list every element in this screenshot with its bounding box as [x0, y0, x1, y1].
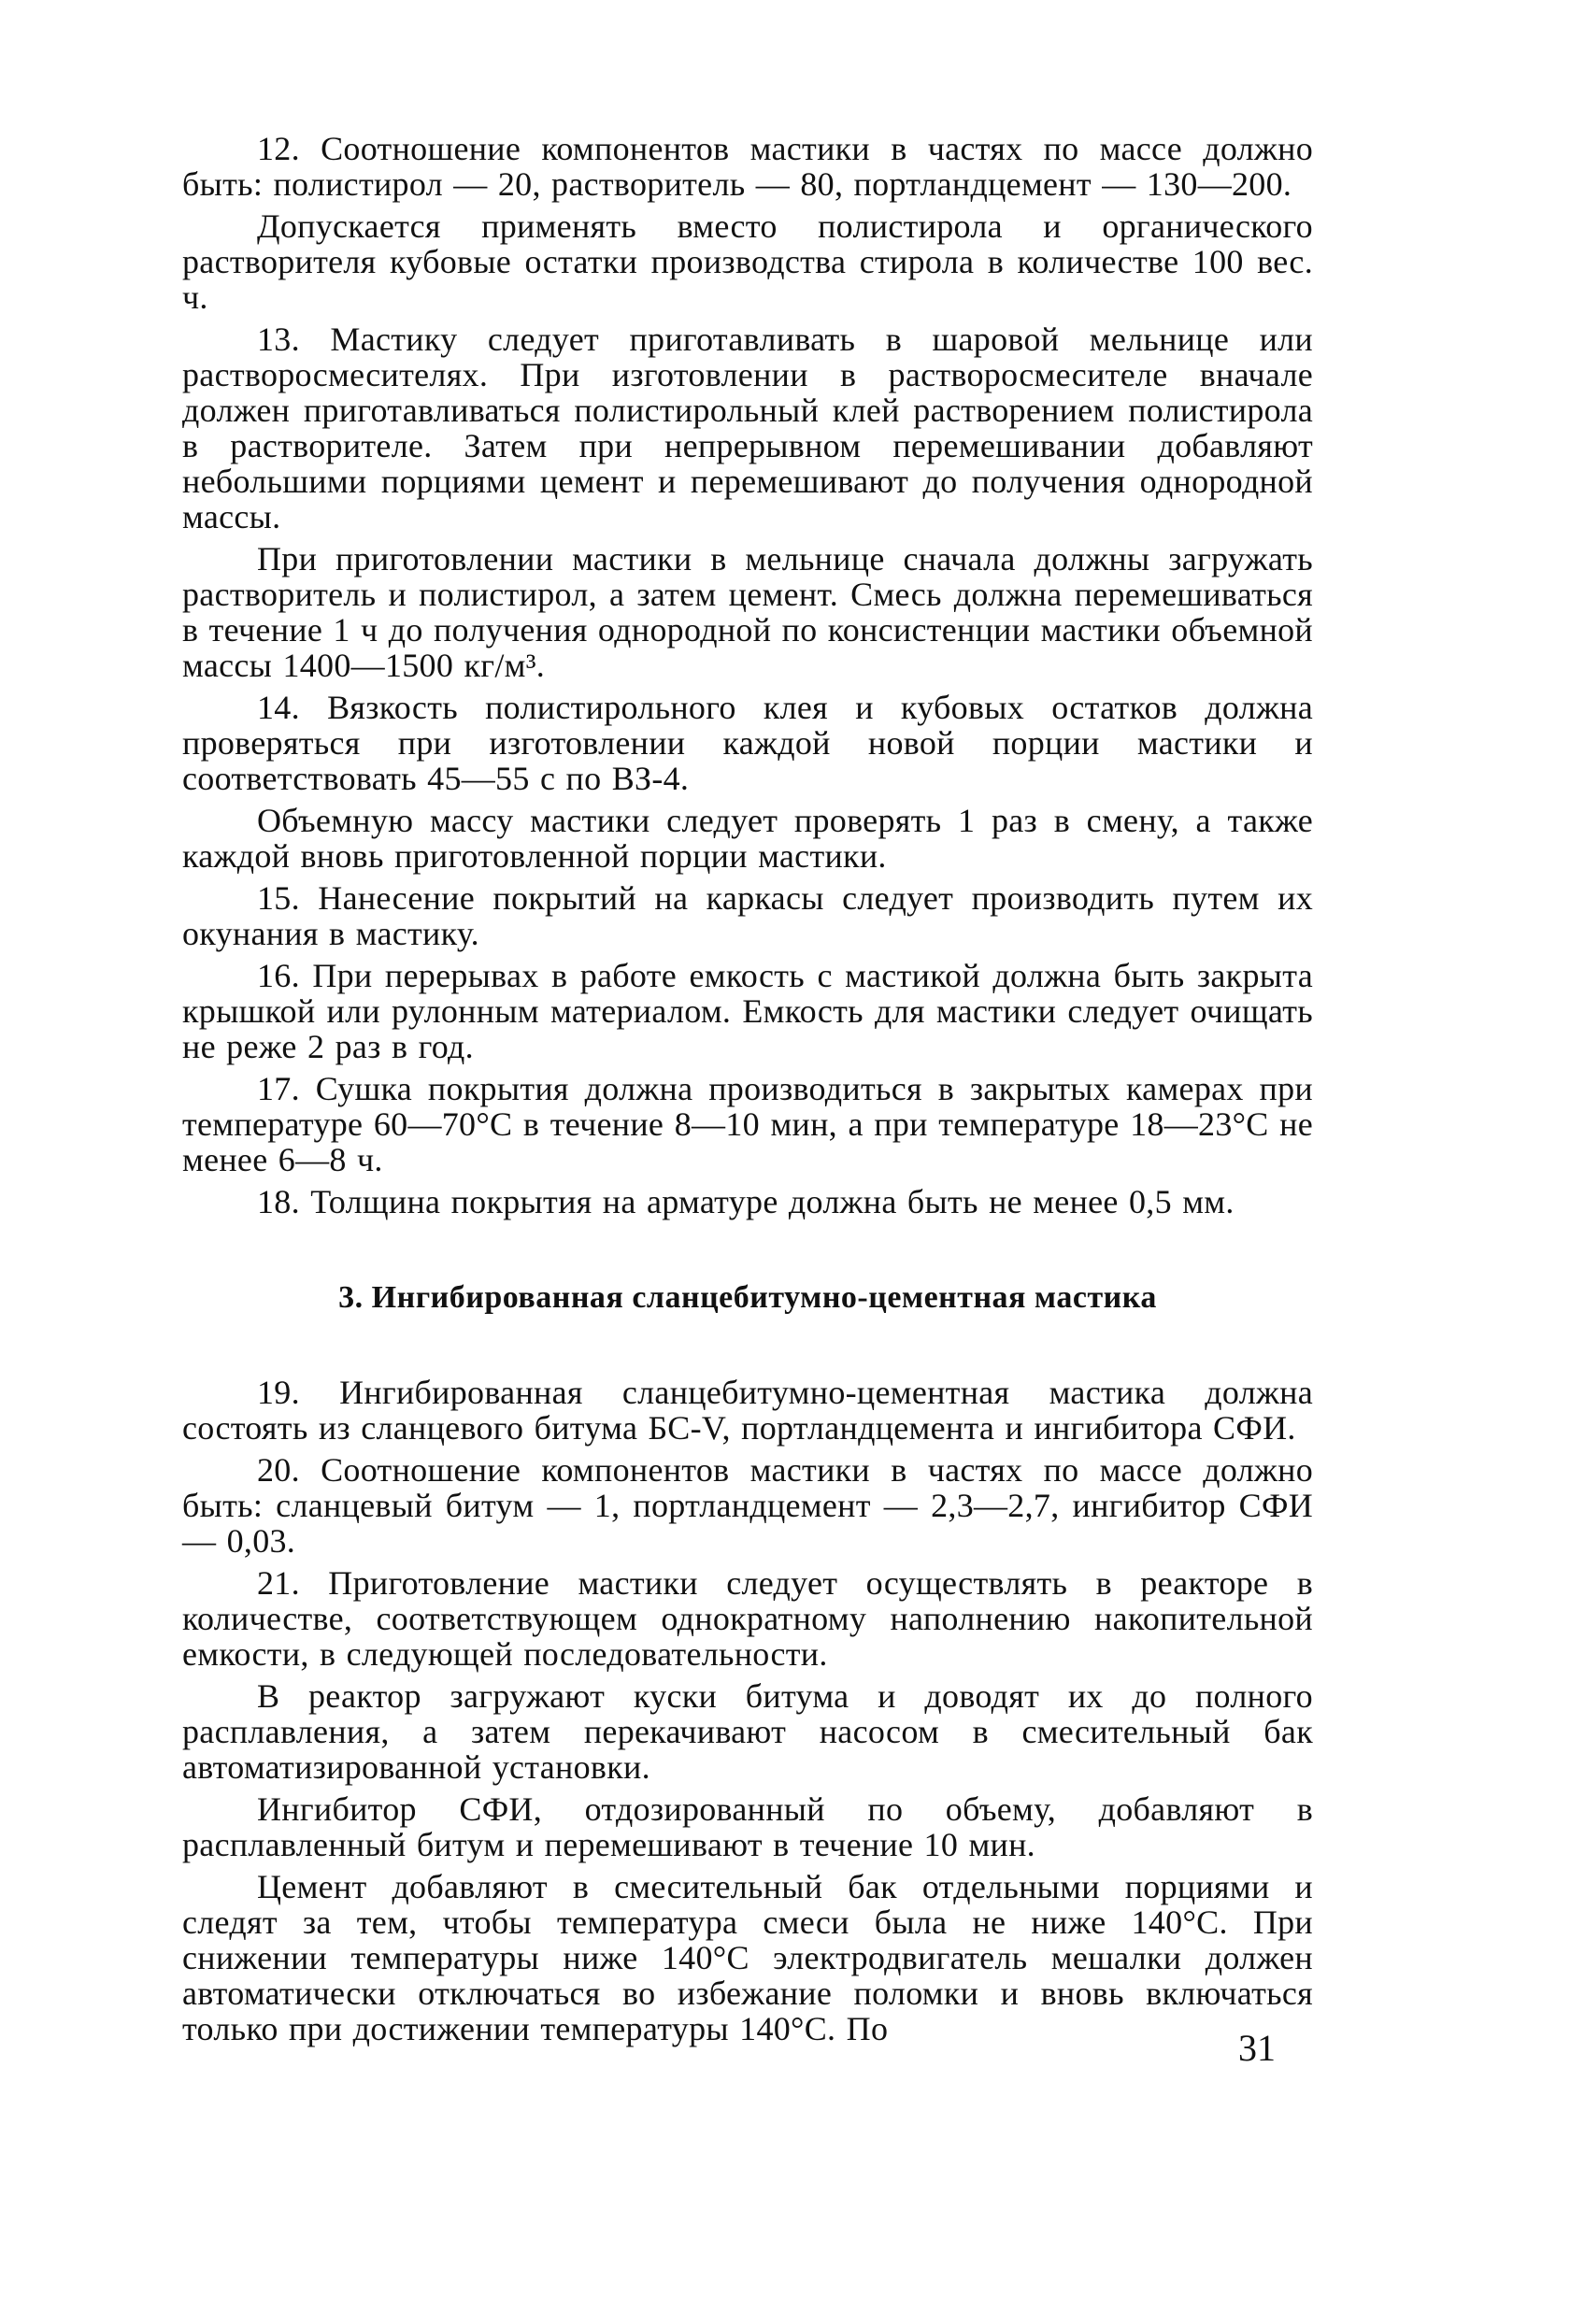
page-number: 31 [1238, 2027, 1276, 2069]
paragraph-17: 17. Сушка покрытия должна производиться в закрытых камерах при температуре 60—70°С в течение 8—10 мин, а при температуре 18—23°С не менее 6—8 ч. [182, 1070, 1313, 1178]
paragraph-21-reactor: В реактор загружают куски битума и доводят их до полного расплавления, а затем перекачивают насосом в смесительный бак автоматизированной установки. [182, 1677, 1313, 1786]
paragraph-13: 13. Мастику следует приготавливать в шаровой мельнице или растворосмесителях. При изготовлении в растворосмесителе вначале должен приготавливаться полистирольный клей растворением полистирола в растворителе. Затем при непрерывном перемешивании добавляют небольшими порциями цемент и перемешивают до получения однородной массы. [182, 321, 1313, 535]
paragraph-21: 21. Приготовление мастики следует осуществлять в реакторе в количестве, соответствующем однократному наполнению накопительной емкости, в следующей последовательности. [182, 1564, 1313, 1673]
paragraph-21-cement: Цемент добавляют в смесительный бак отдельными порциями и следят за тем, чтобы температура смеси была не ниже 140°С. При снижении температуры ниже 140°С электродвигатель мешалки должен автоматически отключаться во избежание поломки и вновь включаться только при достижении температуры 140°С. По [182, 1868, 1313, 2047]
paragraph-12-note: Допускается применять вместо полистирола и органического растворителя кубовые остатки производства стирола в количестве 100 вес. ч. [182, 207, 1313, 316]
paragraph-20: 20. Соотношение компонентов мастики в частях по массе должно быть: сланцевый битум — 1, портландцемент — 2,3—2,7, ингибитор СФИ — 0,03. [182, 1451, 1313, 1560]
paragraph-13-mill: При приготовлении мастики в мельнице сначала должны загружать растворитель и полистирол, а затем цемент. Смесь должна перемешиваться в течение 1 ч до получения однородной по консистенции мастики объемной массы 1400—1500 кг/м³. [182, 540, 1313, 684]
paragraph-14: 14. Вязкость полистирольного клея и кубовых остатков должна проверяться при изготовлении каждой новой порции мастики и соответствовать 45—55 с по ВЗ-4. [182, 689, 1313, 797]
paragraph-18: 18. Толщина покрытия на арматуре должна быть не менее 0,5 мм. [257, 1183, 1235, 1220]
document-page [182, 131, 1313, 2053]
section-heading: 3. Ингибированная сланцебитумно-цементная мастика [338, 1280, 1157, 1315]
paragraph-15: 15. Нанесение покрытий на каркасы следует производить путем их окунания в мастику. [182, 879, 1313, 952]
paragraph-14-density: Объемную массу мастики следует проверять 1 раз в смену, а также каждой вновь приготовленной порции мастики. [182, 802, 1313, 875]
paragraph-21-inhibitor: Ингибитор СФИ, отдозированный по объему, добавляют в расплавленный битум и перемешивают в течение 10 мин. [182, 1790, 1313, 1863]
paragraph-19: 19. Ингибированная сланцебитумно-цементная мастика должна состоять из сланцевого битума БС-V, портландцемента и ингибитора СФИ. [182, 1374, 1313, 1447]
paragraph-12: 12. Соотношение компонентов мастики в частях по массе должно быть: полистирол — 20, растворитель — 80, портландцемент — 130—200. [182, 130, 1313, 203]
paragraph-16: 16. При перерывах в работе емкость с мастикой должна быть закрыта крышкой или рулонным материалом. Емкость для мастики следует очищать не реже 2 раз в год. [182, 957, 1313, 1065]
